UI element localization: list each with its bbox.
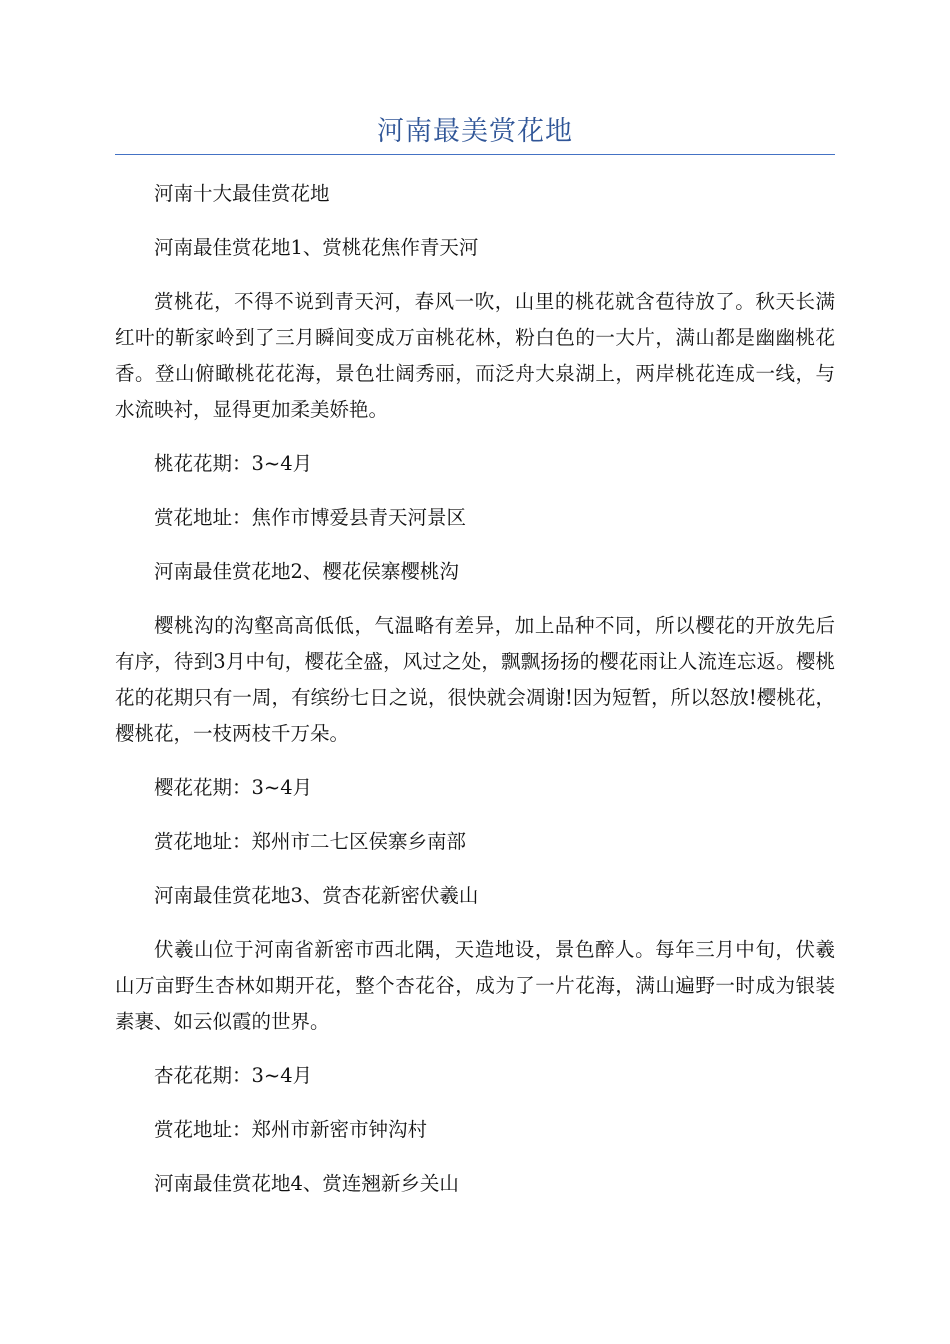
document-body	[115, 176, 835, 1220]
bloom-period: 桃花花期：3~4月	[154, 452, 313, 475]
subsection-heading: 河南最佳赏花地2、樱花侯寨樱桃沟	[154, 560, 459, 583]
document-title: 河南最美赏花地	[377, 116, 573, 147]
viewing-address: 赏花地址：焦作市博爱县青天河景区	[154, 506, 467, 529]
viewing-address: 赏花地址：郑州市新密市钟沟村	[154, 1118, 428, 1141]
subsection-heading: 河南最佳赏花地3、赏杏花新密伏羲山	[154, 884, 479, 907]
subsection-heading: 河南最佳赏花地1、赏桃花焦作青天河	[154, 236, 479, 259]
viewing-address: 赏花地址：郑州市二七区侯寨乡南部	[154, 830, 467, 853]
title-underline	[115, 154, 835, 155]
body-paragraph: 伏羲山位于河南省新密市西北隅，天造地设，景色醉人。每年三月中旬，伏羲山万亩野生杏林如期开花，整个杏花谷，成为了一片花海，满山遍野一时成为银装素裹、如云似霞的世界。	[115, 938, 835, 1033]
subsection-heading: 河南最佳赏花地4、赏连翘新乡关山	[154, 1172, 459, 1195]
section-heading: 河南十大最佳赏花地	[154, 182, 330, 205]
bloom-period: 樱花花期：3~4月	[154, 776, 313, 799]
bloom-period: 杏花花期：3~4月	[154, 1064, 313, 1087]
body-paragraph: 樱桃沟的沟壑高高低低，气温略有差异，加上品种不同，所以樱花的开放先后有序，待到3月中旬，樱花全盛，风过之处，飘飘扬扬的樱花雨让人流连忘返。樱桃花的花期只有一周，有缤纷七日之说，很快就会凋谢!因为短暂，所以怒放!樱桃花，樱桃花，一枝两枝千万朵。	[115, 614, 835, 745]
body-paragraph: 赏桃花，不得不说到青天河，春风一吹，山里的桃花就含苞待放了。秋天长满红叶的靳家岭到了三月瞬间变成万亩桃花林，粉白色的一大片，满山都是幽幽桃花香。登山俯瞰桃花花海，景色壮阔秀丽，而泛舟大泉湖上，两岸桃花连成一线，与水流映衬，显得更加柔美娇艳。	[115, 290, 835, 421]
